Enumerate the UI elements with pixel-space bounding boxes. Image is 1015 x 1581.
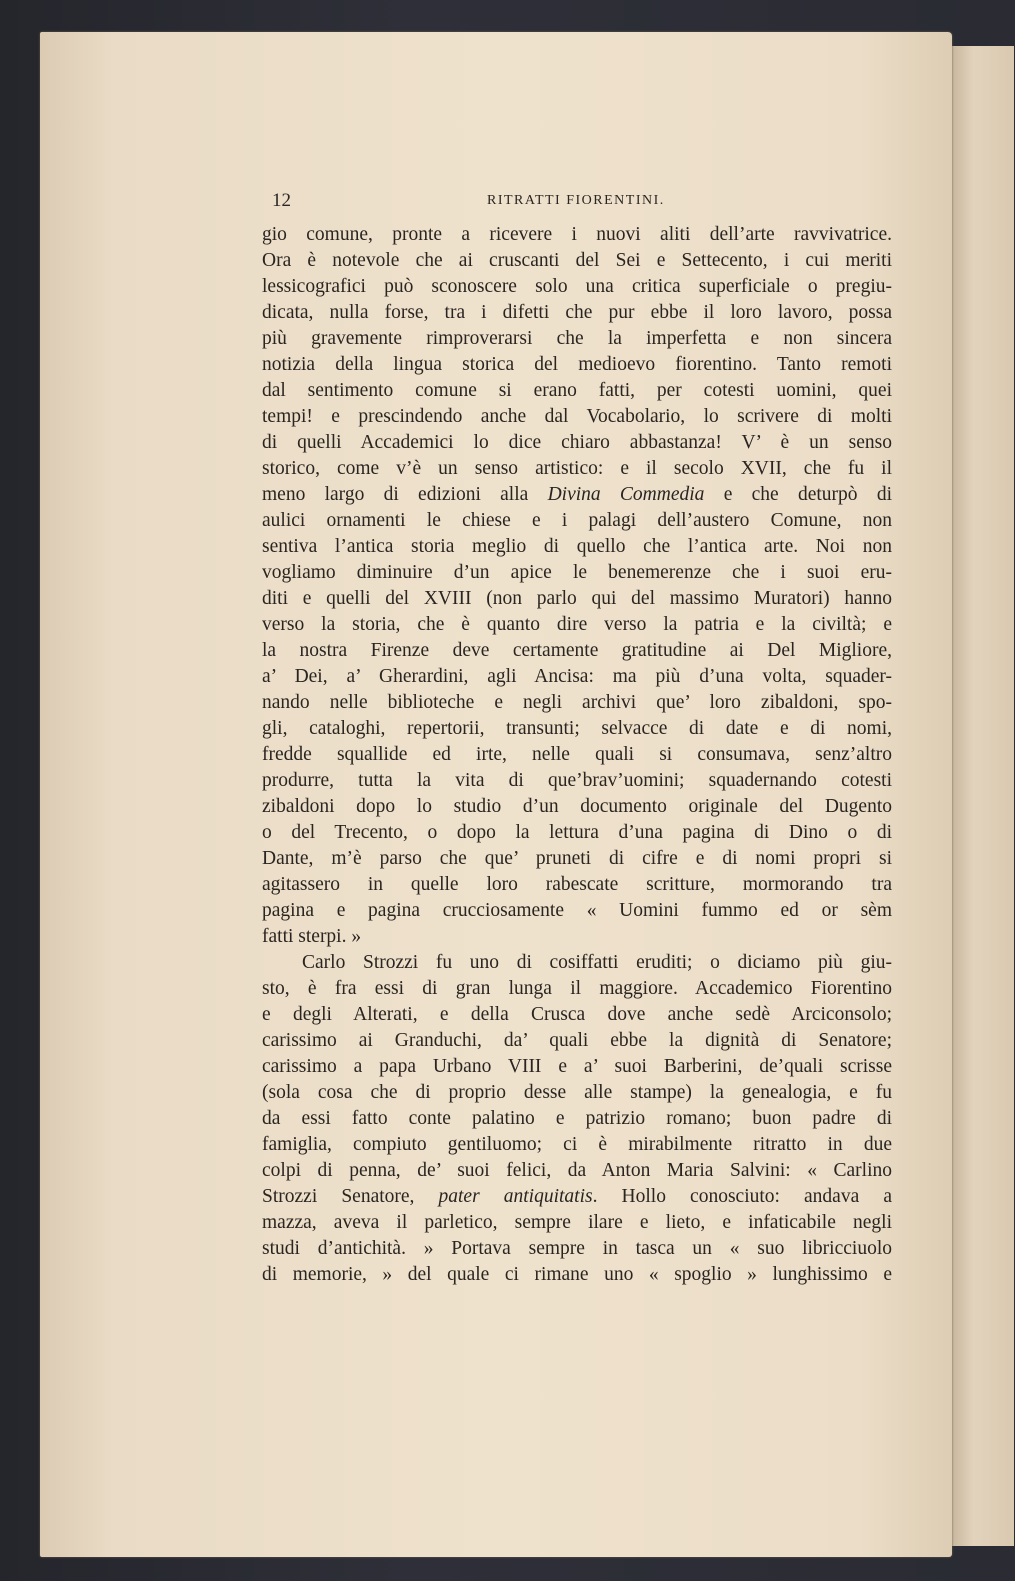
text-line: Ora è notevole che ai cruscanti del Sei e Settecento, i cui meriti <box>262 250 892 271</box>
text-line: nando nelle biblioteche e negli archivi que’ loro zibaldoni, spo- <box>262 692 892 713</box>
text-line: sto, è fra essi di gran lunga il maggiore. Accademico Fiorentino <box>262 978 892 999</box>
text-line: mazza, aveva il parletico, sempre ilare e lieto, e infaticabile negli <box>262 1212 892 1233</box>
text-line: agitassero in quelle loro rabescate scritture, mormorando tra <box>262 874 892 895</box>
text-line: di quelli Accademici lo dice chiaro abbastanza! V’ è un senso <box>262 432 892 453</box>
text-line: Dante, m’è parso che que’ pruneti di cifre e di nomi propri si <box>262 848 892 869</box>
text-line: verso la storia, che è quanto dire verso la patria e la civiltà; e <box>262 614 892 635</box>
text-line: gli, cataloghi, repertorii, transunti; selvacce di date e di nomi, <box>262 718 892 739</box>
text-line: gio comune, pronte a ricevere i nuovi aliti dell’arte ravvivatrice. <box>262 224 892 245</box>
text-line: fatti sterpi. » <box>262 926 362 947</box>
facing-page-edge <box>950 46 1014 1546</box>
text-line: vogliamo diminuire d’un apice le benemerenze che i suoi eru- <box>262 562 892 583</box>
text-line: da essi fatto conte palatino e patrizio romano; buon padre di <box>262 1108 892 1129</box>
italic-title: Divina Commedia <box>547 484 705 505</box>
text-line: dicata, nulla forse, tra i difetti che pur ebbe il loro lavoro, possa <box>262 302 892 323</box>
text-line: aulici ornamenti le chiese e i palagi dell’austero Comune, non <box>262 510 892 531</box>
text-line: colpi di penna, de’ suoi felici, da Anton Maria Salvini: « Carlino <box>262 1160 892 1181</box>
text-line: e degli Alterati, e della Crusca dove anche sedè Arciconsolo; <box>262 1004 892 1025</box>
running-title: RITRATTI FIORENTINI. <box>487 193 665 208</box>
text-line: diti e quelli del XVIII (non parlo qui del massimo Muratori) hanno <box>262 588 892 609</box>
text-line: notizia della lingua storica del medioevo fiorentino. Tanto remoti <box>262 354 892 375</box>
text-line: storico, come v’è un senso artistico: e il secolo XVII, che fu il <box>262 458 892 479</box>
text-line: famiglia, compiuto gentiluomo; ci è mirabilmente ritratto in due <box>262 1134 892 1155</box>
text-line: (sola cosa che di proprio desse alle stampe) la genealogia, e fu <box>262 1082 892 1103</box>
text-line: di memorie, » del quale ci rimane uno « spoglio » lunghissimo e <box>262 1264 892 1285</box>
text-line: Strozzi Senatore, pater antiquitatis. Hollo conosciuto: andava a <box>262 1186 892 1207</box>
text-line: sentiva l’antica storia meglio di quello che l’antica arte. Noi non <box>262 536 892 557</box>
text-line: o del Trecento, o dopo la lettura d’una pagina di Dino o di <box>262 822 892 843</box>
text-line: fredde squallide ed irte, nelle quali si consumava, senz’altro <box>262 744 892 765</box>
text-line: Carlo Strozzi fu uno di cosiffatti eruditi; o diciamo più giu- <box>302 952 892 973</box>
text-line: la nostra Firenze deve certamente gratitudine ai Del Migliore, <box>262 640 892 661</box>
text-line: produrre, tutta la vita di que’brav’uomini; squadernando cotesti <box>262 770 892 791</box>
text-line: pagina e pagina crucciosamente « Uomini fummo ed or sèm <box>262 900 892 921</box>
text-line: dal sentimento comune si erano fatti, per cotesti uomini, quei <box>262 380 892 401</box>
text-line: tempi! e prescindendo anche dal Vocabolario, lo scrivere di molti <box>262 406 892 427</box>
text-line: meno largo di edizioni alla Divina Commedia e che deturpò di <box>262 484 892 505</box>
text-line: carissimo a papa Urbano VIII e a’ suoi Barberini, de’quali scrisse <box>262 1056 892 1077</box>
text-line: a’ Dei, a’ Gherardini, agli Ancisa: ma più d’una volta, squader- <box>262 666 892 687</box>
text-line: più gravemente rimproverarsi che la imperfetta e non sincera <box>262 328 892 349</box>
text-line: zibaldoni dopo lo studio d’un documento originale del Dugento <box>262 796 892 817</box>
text-line: lessicografici può sconoscere solo una critica superficiale o pregiu- <box>262 276 892 297</box>
page-number: 12 <box>272 190 291 211</box>
text-line: studi d’antichità. » Portava sempre in tasca un « suo libricciuolo <box>262 1238 892 1259</box>
text-line: carissimo ai Granduchi, da’ quali ebbe la dignità di Senatore; <box>262 1030 892 1051</box>
italic-title: pater antiquitatis <box>438 1186 593 1207</box>
body-text <box>262 222 892 1288</box>
